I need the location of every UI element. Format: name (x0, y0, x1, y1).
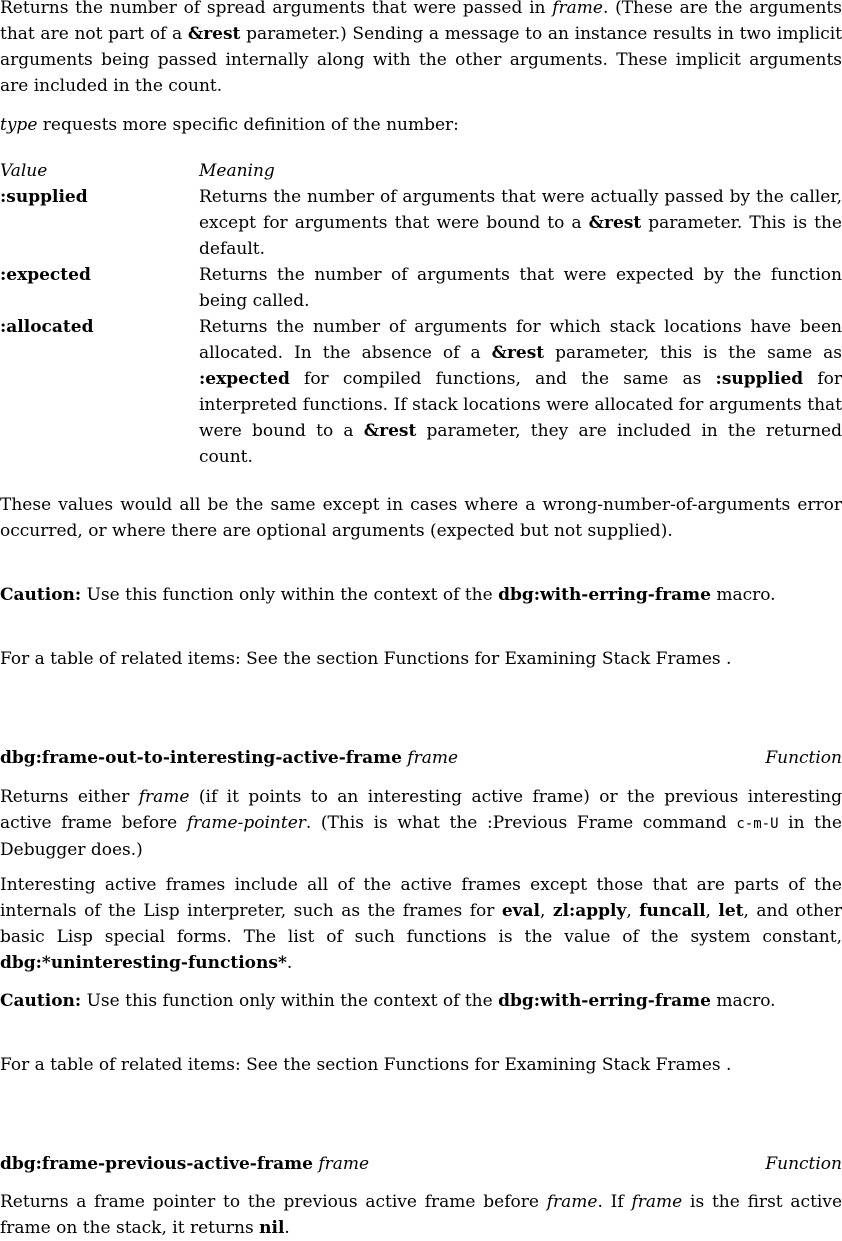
function-kind: Function (765, 1154, 842, 1174)
function-argument: frame (318, 1154, 370, 1174)
value-meaning: Returns the number of arguments that were actually passed by the caller, except for arguments that were bound to a &rest parameter. This is the default. (199, 187, 842, 259)
value-key: :expected (0, 265, 91, 285)
caution-paragraph: Caution: Use this function only within the context of the dbg:with-erring-frame macro. (0, 585, 776, 605)
see-related-paragraph: For a table of related items: See the section Functions for Examining Stack Frames . (0, 649, 732, 669)
value-key: :allocated (0, 317, 94, 337)
value-meaning: Returns the number of arguments for which stack locations have been allocated. In the absence of a &rest parameter, this is the same as :expected for compiled functions, and the same as :supplied for interpreted functions. If stack locations were allocated for arguments that were bound to a &rest parameter, they are included in the returned count. (199, 317, 842, 467)
function-kind: Function (765, 748, 842, 768)
function-argument: frame (407, 748, 459, 768)
value-meaning: Returns the number of arguments that were expected by the function being called. (199, 265, 842, 311)
function-name: dbg:frame-previous-active-frame (0, 1154, 313, 1174)
caution-paragraph: Caution: Use this function only within the context of the dbg:with-erring-frame macro. (0, 991, 776, 1011)
value-key: :supplied (0, 187, 88, 207)
paragraph-returns-either: Returns either frame (if it points to an interesting active frame) or the previous interesting active frame before frame-pointer. (This is what the :Previous Frame command c-m-U in the Debugger does.) (0, 787, 842, 860)
paragraph-type-description: type requests more specific definition of the number: (0, 115, 459, 135)
see-related-paragraph: For a table of related items: See the section Functions for Examining Stack Frames . (0, 1055, 732, 1075)
value-column-header: Value (0, 161, 48, 181)
keystroke: c-m-U (736, 816, 779, 832)
paragraph-spread-arguments: Returns the number of spread arguments that were passed in frame. (These are the arguments that are not part of a &rest parameter.) Sending a message to an instance results in two implicit arguments being passed internally along with the other arguments. These implicit arguments are included in the count. (0, 0, 842, 96)
function-header-frame-out-to-interesting-active-frame (0, 745, 842, 771)
meaning-column-header: Meaning (199, 161, 275, 181)
paragraph-values-same: These values would all be the same except in cases where a wrong-number-of-arguments error occurred, or where there are optional arguments (expected but not supplied). (0, 495, 842, 541)
function-name: dbg:frame-out-to-interesting-active-frame (0, 748, 402, 768)
function-header-frame-previous-active-frame (0, 1151, 842, 1177)
paragraph-interesting-frames: Interesting active frames include all of the active frames except those that are parts of the internals of the Lisp interpreter, such as the frames for eval, zl:apply, funcall, let, and other basic Lisp special forms. The list of such functions is the value of the system constant, dbg:*uninteresting-functions*. (0, 875, 842, 973)
paragraph-returns-frame-pointer: Returns a frame pointer to the previous active frame before frame. If frame is the first active frame on the stack, it returns nil. (0, 1192, 842, 1238)
